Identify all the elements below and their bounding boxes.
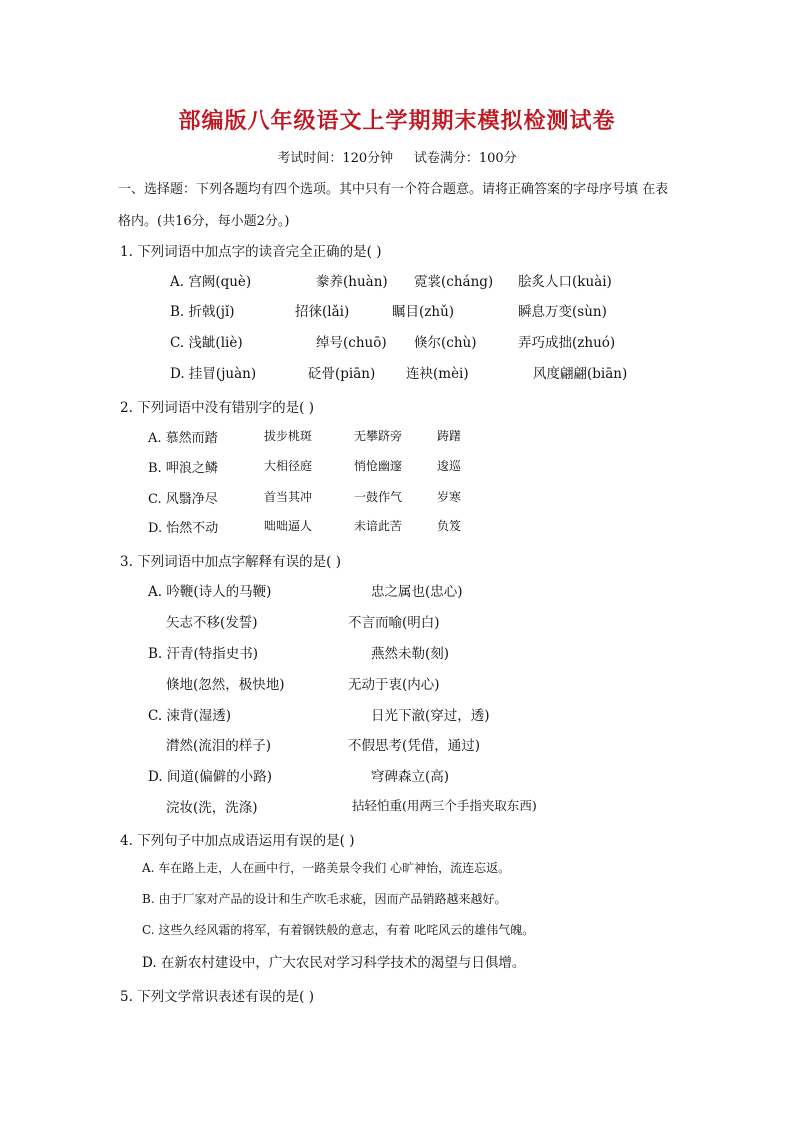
q3-b-3: 倏地(忽然，极快地) — [166, 677, 285, 693]
q2-c-2: 首当其冲 — [264, 490, 313, 504]
q2-d-3: 未谙此苦 — [354, 519, 403, 533]
q4-option-b: B. 由于厂家对产品的设计和生产吹毛求疵，因而产品销路越来越好。 — [142, 892, 507, 906]
q1-a-4: 脍炙人口(kuài) — [518, 274, 612, 290]
q1-b-1: B. 折戟(jǐ) — [170, 304, 235, 320]
exam-info — [0, 147, 794, 166]
q2-a-3: 无攀跻旁 — [354, 429, 403, 443]
q2-stem: 2. 下列词语中没有错别字的是( ) — [120, 400, 314, 416]
exam-score: 试卷满分：100分 — [413, 151, 517, 166]
q1-d-3: 连袂(mèi) — [406, 366, 469, 382]
q1-c-1: C. 浅龇(liè) — [170, 335, 243, 351]
q4-option-c: C. 这些久经风霜的将军，有着钢铁般的意志，有着 叱咤风云的雄伟气魄。 — [142, 923, 535, 937]
q2-b-4: 逡巡 — [437, 459, 462, 473]
q2-b-2: 大相径庭 — [264, 459, 313, 473]
q5-stem: 5. 下列文学常识表述有误的是( ) — [120, 989, 314, 1005]
q3-b-4: 无动于衷(内心) — [348, 677, 440, 693]
q3-a-2: 忠之属也(忠心) — [371, 584, 463, 600]
q2-d-1: D. 怡然不动 — [148, 521, 219, 536]
q3-d-2: 穹碑森立(高) — [371, 769, 450, 785]
section-instructions-line1: 一、选择题：下列各题均有四个选项。其中只有一个符合题意。请将正确答案的字母序号填 在表 — [118, 182, 669, 197]
q3-b-2: 燕然未勒(刻) — [371, 646, 450, 662]
q2-a-1: A. 慕然而踏 — [148, 431, 218, 446]
q3-a-4: 不言而喻(明白) — [348, 615, 440, 631]
q1-c-2: 绰号(chuō) — [316, 335, 387, 351]
q3-d-3: 浣妆(洗，洗涤) — [166, 800, 258, 816]
q1-d-4: 风度翩翩(biān) — [533, 366, 628, 382]
q3-c-3: 潸然(流泪的样子) — [166, 738, 272, 754]
q1-a-2: 豢养(huàn) — [316, 274, 388, 290]
q3-c-4: 不假思考(凭借，通过) — [348, 738, 481, 754]
q2-c-4: 岁寒 — [437, 490, 462, 504]
q1-a-3: 霓裳(cháng) — [414, 274, 494, 290]
q3-a-1: A. 吟鞭(诗人的马鞭) — [148, 584, 272, 600]
q2-d-4: 负笈 — [437, 519, 462, 533]
q1-d-2: 砭骨(piān) — [308, 366, 376, 382]
q3-d-1: D. 间道(偏僻的小路) — [148, 769, 272, 785]
q1-d-1: D. 挂冒(juàn) — [170, 366, 257, 382]
q2-d-2: 咄咄逼人 — [264, 519, 313, 533]
q1-b-4: 瞬息万变(sùn) — [518, 304, 607, 320]
page-title: 部编版八年级语文上学期期末模拟检测试卷 — [178, 109, 616, 134]
q3-c-2: 日光下澈(穿过，透) — [371, 708, 490, 724]
q2-b-3: 悄怆幽邃 — [354, 459, 403, 473]
q3-c-1: C. 涑背(湿透) — [148, 708, 231, 724]
q2-c-3: 一鼓作气 — [354, 490, 403, 504]
section-instructions-line2: 格内。(共16分，每小题2分。) — [118, 214, 290, 229]
q1-stem: 1. 下列词语中加点字的读音完全正确的是( ) — [120, 244, 382, 260]
q2-b-1: B. 呷浪之鳞 — [148, 461, 218, 476]
q1-c-4: 弄巧成拙(zhuó) — [518, 335, 616, 351]
q1-b-2: 招徕(lǎi) — [295, 304, 350, 320]
q2-a-2: 拔步桃斑 — [264, 429, 313, 443]
q4-stem: 4. 下列句子中加点成语运用有误的是( ) — [120, 833, 355, 849]
q4-option-a: A. 车在路上走，人在画中行，一路美景令我们 心旷神怡，流连忘返。 — [142, 861, 511, 875]
q2-c-1: C. 风翳净尽 — [148, 492, 218, 507]
exam-time: 考试时间：120分钟 — [277, 151, 394, 166]
q1-a-1: A. 宫阙(què) — [170, 274, 252, 290]
q3-a-3: 矢志不移(发誓) — [166, 615, 258, 631]
q1-c-3: 倏尔(chù) — [414, 335, 477, 351]
q3-b-1: B. 汗青(特指史书) — [148, 646, 259, 662]
q1-b-3: 瞩目(zhǔ) — [392, 304, 455, 320]
q3-d-4: 拈轻怕重(用两三个手指夹取东西) — [352, 798, 537, 813]
q2-a-4: 踌躇 — [437, 429, 462, 443]
q3-stem: 3. 下列词语中加点字解释有误的是( ) — [120, 554, 341, 570]
q4-option-d: D. 在新农村建设中，广大农民对学习科学技术的渴望与日俱增。 — [142, 955, 526, 971]
